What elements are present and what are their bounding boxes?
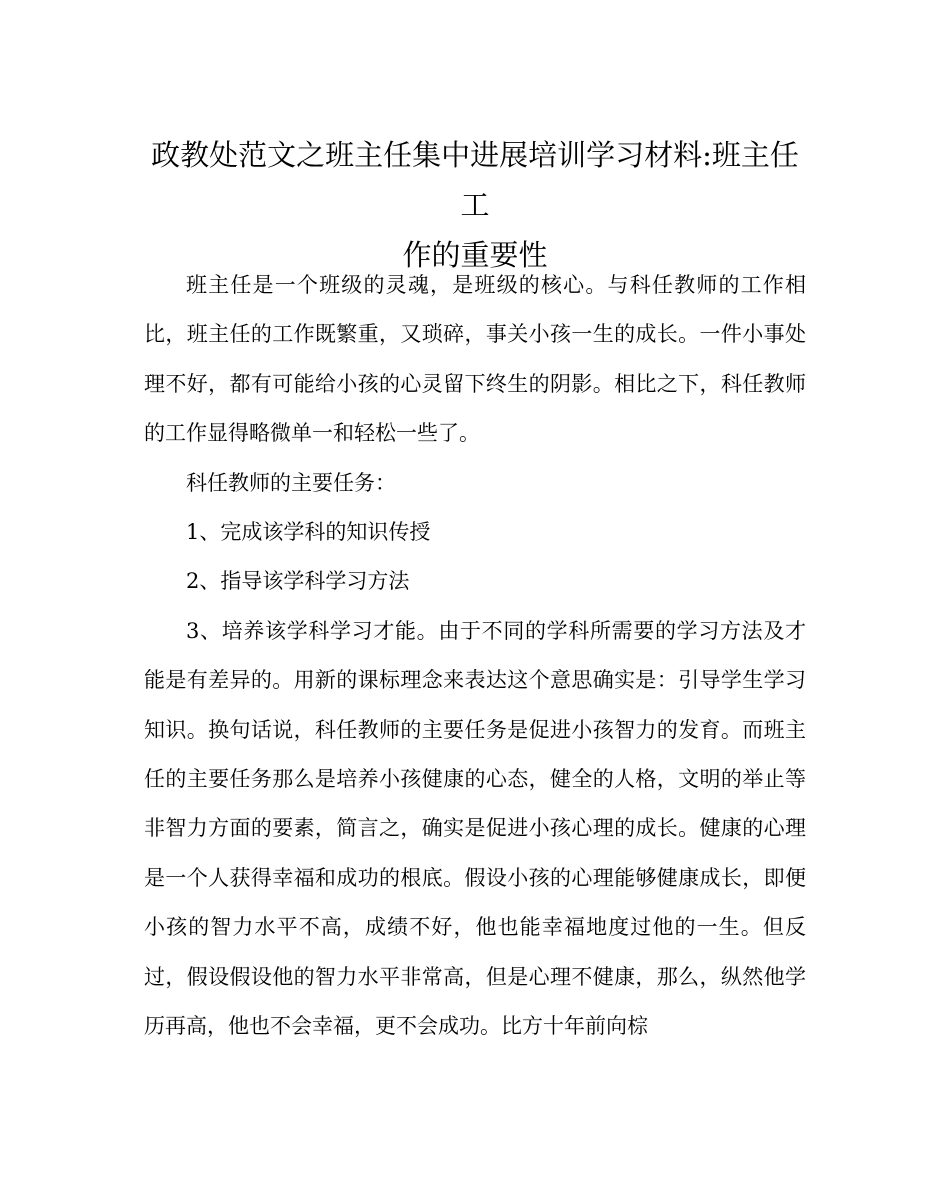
paragraph-intro: 班主任是一个班级的灵魂，是班级的核心。与科任教师的工作相比，班主任的工作既繁重，又琐碎，事关小孩一生的成长。一件小事处理不好，都有可能给小孩的心灵留下终生的阴影。相比之下，科任教师的工作显得略微单一和轻松一些了。 xyxy=(144,273,806,446)
list-item-2: 2、指导该学科学习方法 xyxy=(186,569,410,594)
paragraph-task-heading: 科任教师的主要任务： xyxy=(186,470,396,495)
title-line-1: 政教处范文之班主任集中进展培训学习材料:班主任工 xyxy=(151,138,799,222)
list-item-1: 1、完成该学科的知识传授 xyxy=(186,520,431,545)
list-item-3: 3、培养该学科学习才能。由于不同的学科所需要的学习方法及才能是有差异的。用新的课标理念来表达这个意思确实是：引导学生学习知识。换句话说，科任教师的主要任务是促进小孩智力的发育。而班主任的主要任务那么是培养小孩健康的心态，健全的人格，文明的举止等非智力方面的要素，简言之，确实是促进小孩心理的成长。健康的心理是一个人获得幸福和成功的根底。假设小孩的心理能够健康成长，即便小孩的智力水平不高，成绩不好，他也能幸福地度过他的一生。但反过，假设假设他的智力水平非常高，但是心理不健康，那么，纵然他学历再高，他也不会幸福，更不会成功。比方十年前向棕 xyxy=(144,618,806,1039)
title-line-2: 作的重要性 xyxy=(402,238,548,272)
document-title xyxy=(140,130,810,280)
document-body xyxy=(144,261,806,1052)
